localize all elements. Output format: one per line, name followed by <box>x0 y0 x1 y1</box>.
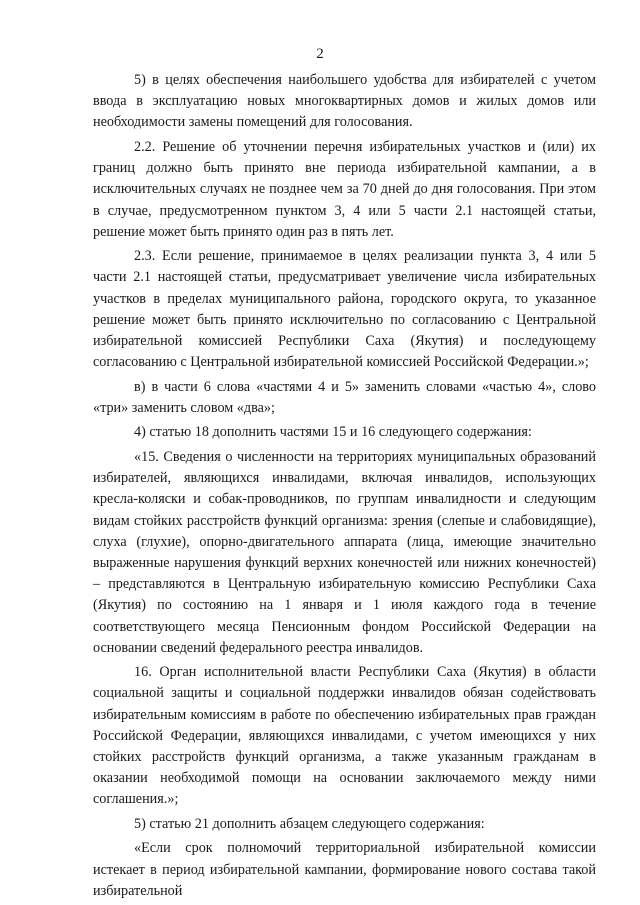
paragraph-item-4: 4) статью 18 дополнить частями 15 и 16 следующего содержания: <box>134 424 532 441</box>
paragraph-part-15: «15. Сведения о численности на территориях муниципальных образований избирателей, являющихся инвалидами, включая инвалидов, использующих кресла-коляски и собак-проводников, по группам инвалидности и следующим видам стойких расстройств функций организма: зрения (слепые и слабовидящие), слуха (глухие), опорно-двигательного аппарата (лица, имеющие значительно выраженные нарушения функций верхних конечностей или нижних конечностей) – представляются в Центральную избирательную комиссию Республики Саха (Якутия) по состоянию на 1 января и 1 июля каждого года в течение соответствующего месяца Пенсионным фондом Российской Федерации на основании сведений федерального реестра инвалидов. <box>93 448 596 656</box>
paragraph-part-16: 16. Орган исполнительной власти Республики Саха (Якутия) в области социальной защиты и социальной поддержки инвалидов обязан содействовать избирательным комиссиям в работе по обеспечению избирательных прав граждан Российской Федерации, являющихся инвалидами, с учетом имеющихся у них стойких расстройств функций организма, а также указанным гражданам в оказании необходимой помощи на основании заключаемого между ними соглашения.»; <box>93 664 596 808</box>
paragraph-2-2: 2.2. Решение об уточнении перечня избирательных участков и (или) их границ должно быть принято вне периода избирательной кампании, а в исключительных случаях не позднее чем за 70 дней до дня голосования. При этом в случае, предусмотренном пунктом 3, 4 или 5 части 2.1 настоящей статьи, решение может быть принято один раз в пять лет. <box>93 138 596 240</box>
paragraph-subclause-v: в) в части 6 слова «частями 4 и 5» заменить словами «частью 4», слово «три» заменить словом «два»; <box>93 378 596 416</box>
paragraph-quoted-abzac: «Если срок полномочий территориальной избирательной комиссии истекает в период избирательной кампании, формирование нового состава такой избирательной <box>93 840 596 899</box>
paragraph-clause-5: 5) в целях обеспечения наибольшего удобства для избирателей с учетом ввода в эксплуатацию новых многоквартирных домов и жилых домов или необходимости замены помещений для голосования. <box>93 72 596 131</box>
paragraph-item-5: 5) статью 21 дополнить абзацем следующего содержания: <box>134 815 485 832</box>
paragraph-2-3: 2.3. Если решение, принимаемое в целях реализации пункта 3, 4 или 5 части 2.1 настоящей статьи, предусматривает увеличение числа избирательных участков в пределах муниципального района, городского округа, то указанное решение может быть принято исключительно по согласованию с Центральной избирательной комиссией Республики Саха (Якутия) и последующему согласованию с Центральной избирательной комиссией Российской Федерации.»; <box>93 248 596 371</box>
document-body <box>93 70 596 905</box>
page-number: 2 <box>316 46 324 62</box>
